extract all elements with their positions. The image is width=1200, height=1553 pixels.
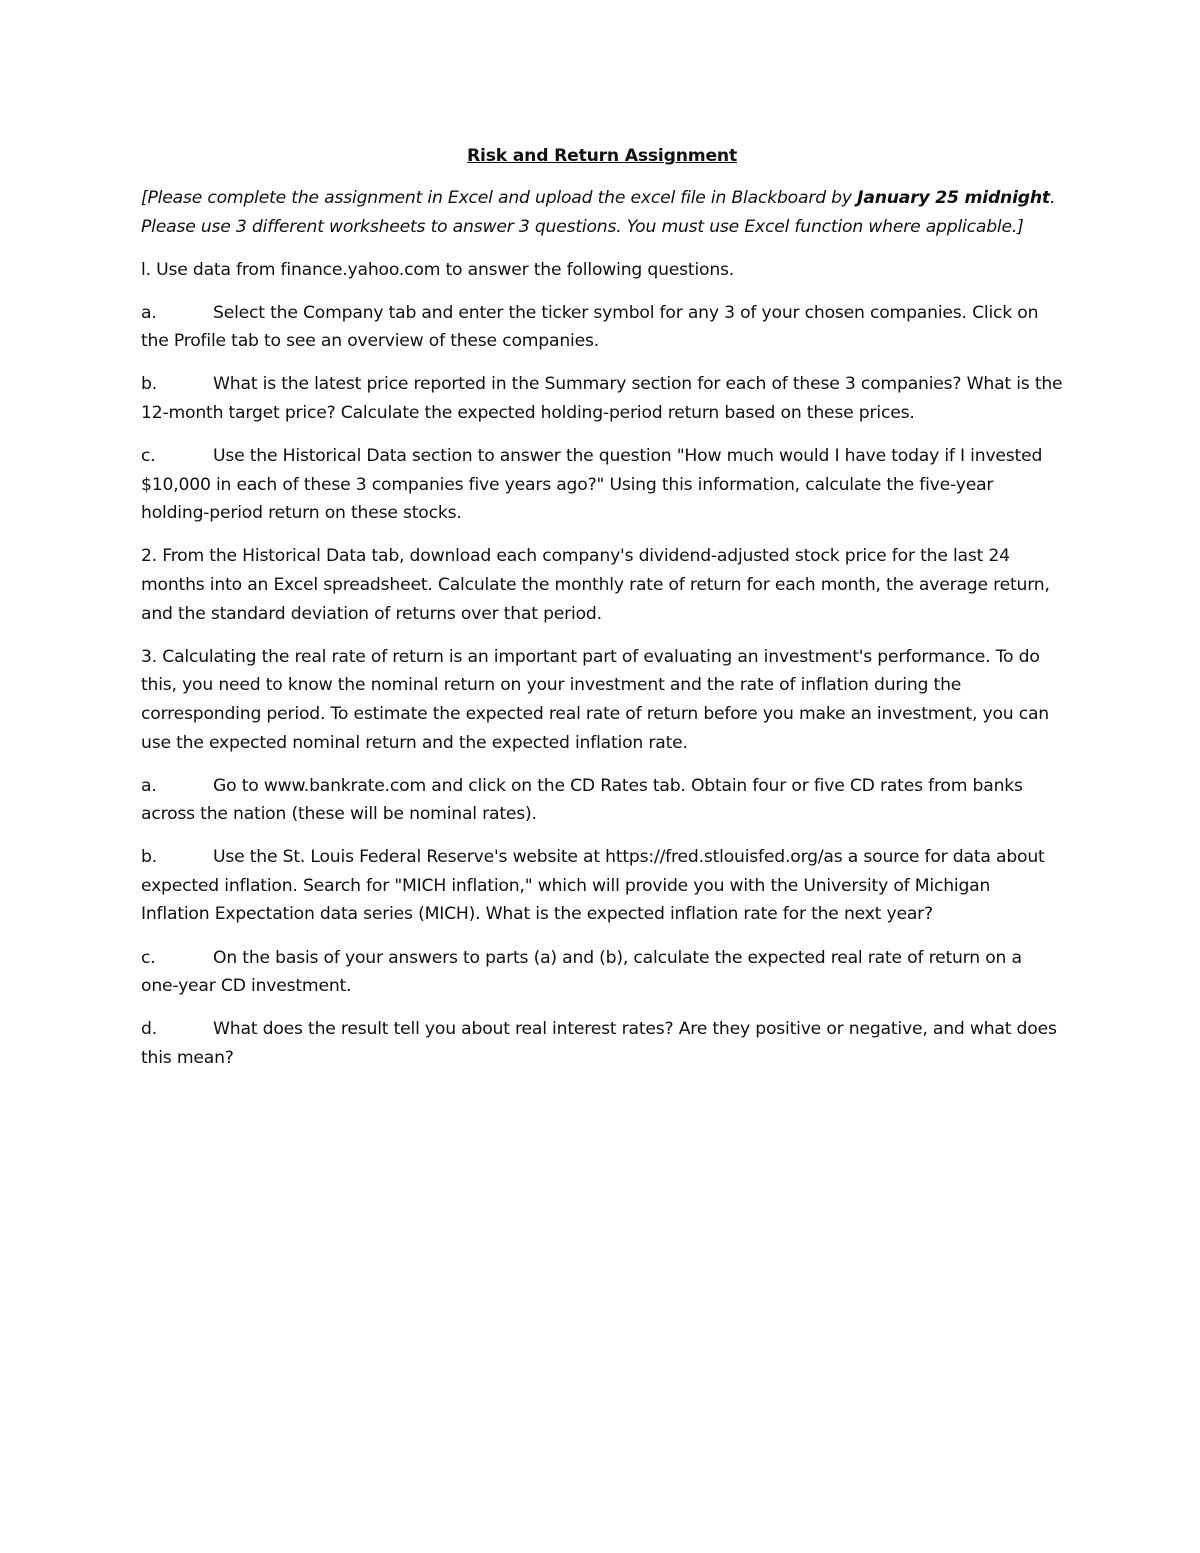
assignment-instructions — [141, 184, 1063, 241]
instructions-text-end: . Please use 3 different worksheets to answer 3 questions. You must use Excel function where applicable.] — [141, 188, 1056, 237]
question-3d — [141, 1015, 1063, 1072]
document-body — [141, 142, 1063, 1087]
question-2: 2. From the Historical Data tab, download each company's dividend-adjusted stock price for the last 24 months into an Excel spreadsheet. Calculate the monthly rate of return for each month, the average return, and the standard deviation of returns over that period. — [141, 546, 1050, 624]
item-label: a. — [141, 302, 157, 323]
item-text: Use the St. Louis Federal Reserve's website at https://fred.stlouisfed.org/as a source for data about expected inflation. Search for "MICH inflation," which will provide you with the University of Michigan Inflation Expectation data series (MICH). What is the expected inflation rate for the next year? — [141, 847, 1045, 925]
item-text: What is the latest price reported in the Summary section for each of these 3 companies? What is the 12-month target price? Calculate the expected holding-period return based on these prices. — [141, 374, 1063, 424]
item-text: Use the Historical Data section to answer the question "How much would I have today if I invested $10,000 in each of these 3 companies five years ago?" Using this information, calculate the five-year holding-period return on these stocks. — [141, 446, 1043, 524]
item-text: What does the result tell you about real interest rates? Are they positive or negative, and what does this mean? — [141, 1019, 1057, 1068]
question-3: 3. Calculating the real rate of return is an important part of evaluating an investment's performance. To do this, you need to know the nominal return on your investment and the rate of inflation during the corresponding period. To estimate the expected real rate of return before you make an investment, you can use the expected nominal return and the expected inflation rate. — [141, 646, 1050, 753]
item-label: c. — [141, 446, 156, 467]
item-label: b. — [141, 374, 157, 395]
question-1c — [141, 442, 1063, 528]
question-1a — [141, 299, 1063, 356]
deadline-text: January 25 midnight — [857, 188, 1050, 208]
item-text: On the basis of your answers to parts (a) and (b), calculate the expected real rate of return on a one-year CD investment. — [141, 947, 1022, 997]
item-text: Select the Company tab and enter the ticker symbol for any 3 of your chosen companies. Click on the Profile tab to see an overview of these companies. — [141, 302, 1039, 352]
item-label: d. — [141, 1019, 157, 1040]
question-3a — [141, 772, 1063, 829]
question-3b — [141, 843, 1063, 929]
item-label: b. — [141, 847, 157, 868]
item-label: a. — [141, 775, 157, 796]
question-1b — [141, 370, 1063, 427]
question-3c — [141, 944, 1063, 1001]
item-text: Go to www.bankrate.com and click on the CD Rates tab. Obtain four or five CD rates from banks across the nation (these will be nominal rates). — [141, 775, 1023, 825]
instructions-text-start: [Please complete the assignment in Excel and upload the excel file in Blackboard by — [141, 188, 858, 208]
item-label: c. — [141, 947, 156, 968]
question-1-heading: l. Use data from finance.yahoo.com to answer the following questions. — [141, 259, 735, 280]
document-title: Risk and Return Assignment — [467, 146, 737, 166]
